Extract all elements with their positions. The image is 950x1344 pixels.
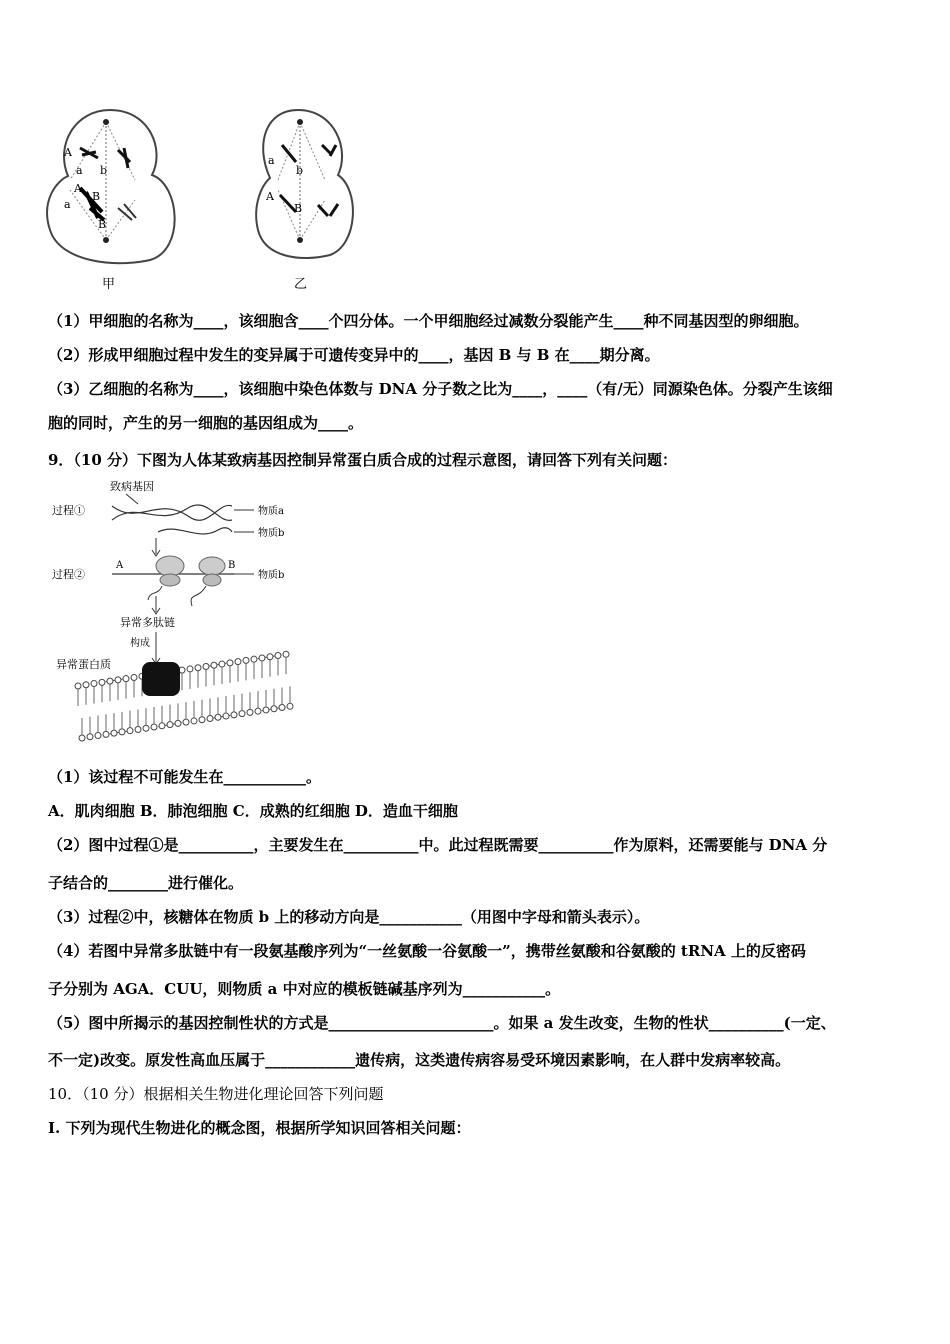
constitute-label: 构成 [130, 638, 150, 649]
substance-b-label-2: 物质b [258, 570, 285, 581]
q9-header: 9．（10 分）下图为人体某致病基因控制异常蛋白质合成的过程示意图，请回答下列有关问题： [48, 451, 678, 469]
q8-part3-line1: （3）乙细胞的名称为____，该细胞中染色体数与 DNA 分子数之比为____，____（有/无）同源染色体。分裂产生该细 [48, 380, 833, 398]
label-a-upper: a [76, 164, 83, 177]
end-B-label: B [228, 560, 236, 571]
q9-part4-line1: （4）若图中异常多肽链中有一段氨基酸序列为“一丝氨酸一谷氨酸一”，携带丝氨酸和谷氨酸的 tRNA 上的反密码 [48, 942, 806, 960]
caption-jia: 甲 [102, 277, 116, 292]
cell-division-figure [40, 100, 370, 300]
q9-part1: （1）该过程不可能发生在___________。 [48, 768, 321, 786]
label-B-bottom: B [98, 218, 107, 231]
q9-part3: （3）过程②中，核糖体在物质 b 上的移动方向是___________（用图中字母和箭头表示）。 [48, 908, 650, 926]
q8-part3-line2: 胞的同时，产生的另一细胞的基因组成为____。 [48, 414, 364, 432]
label-b: b [296, 164, 304, 177]
q9-part4-line2: 子分别为 AGA．CUU，则物质 a 中对应的模板链碱基序列为___________。 [48, 980, 561, 998]
q9-part5-line2: 不一定)改变。原发性高血压属于____________遗传病，这类遗传病容易受环境因素影响，在人群中发病率较高。 [48, 1051, 791, 1069]
q8-part1: （1）甲细胞的名称为____，该细胞含____个四分体。一个甲细胞经过减数分裂能产生____种不同基因型的卵细胞。 [48, 312, 809, 330]
label-A-top: A [64, 146, 72, 159]
abnormal-chain-label: 异常多肽链 [120, 616, 175, 629]
label-A: A [266, 190, 274, 203]
abnormal-protein [142, 662, 180, 696]
q9-part2-line1: （2）图中过程①是__________，主要发生在__________中。此过程既需要__________作为原料，还需要能与 DNA 分 [48, 836, 828, 854]
substance-a-label: 物质a [258, 506, 284, 517]
abnormal-protein-label: 异常蛋白质 [56, 658, 111, 671]
cell-yi [256, 110, 353, 292]
q10-header: 10．（10 分）根据相关生物进化理论回答下列问题 [48, 1085, 384, 1103]
label-a-lower: a [64, 198, 71, 211]
process2-label: 过程② [52, 568, 85, 581]
gene-label: 致病基因 [110, 480, 154, 493]
process1-label: 过程① [52, 504, 85, 517]
q9-part2-line2: 子结合的________进行催化。 [48, 874, 244, 892]
caption-yi: 乙 [294, 277, 308, 292]
label-a: a [268, 154, 275, 167]
q10-part1: I. 下列为现代生物进化的概念图，根据所学知识回答相关问题： [48, 1119, 471, 1137]
substance-b-label-1: 物质b [258, 528, 285, 539]
cell-jia [47, 110, 175, 292]
end-A-label: A [116, 560, 124, 571]
q8-part2: （2）形成甲细胞过程中发生的变异属于可遗传变异中的____，基因 B 与 B 在____期分离。 [48, 346, 660, 364]
label-B-lower: B [92, 190, 101, 203]
q9-options: A．肌肉细胞 B．肺泡细胞 C．成熟的红细胞 D．造血干细胞 [48, 802, 458, 820]
label-b-upper: b [100, 164, 108, 177]
label-B: B [294, 202, 303, 215]
q9-part5-line1: （5）图中所揭示的基因控制性状的方式是______________________。如果 a 发生改变，生物的性状__________(一定、 [48, 1014, 836, 1032]
label-A-lower: A [74, 182, 82, 195]
gene-expression-figure [48, 476, 308, 746]
